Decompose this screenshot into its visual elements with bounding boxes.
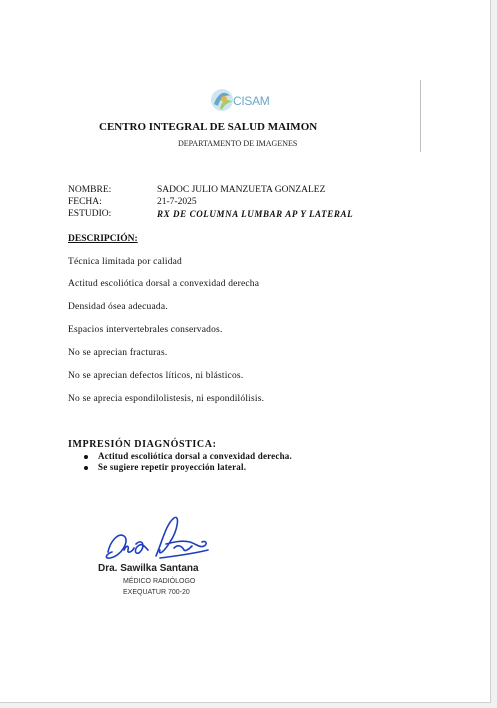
bullet-icon [84, 455, 88, 459]
date-label: FECHA: [68, 197, 102, 207]
signature-name: Dra. Sawilka Santana [98, 563, 199, 574]
impression-item-text: Se sugiere repetir proyección lateral. [98, 462, 247, 472]
bullet-icon [84, 466, 88, 470]
description-line: Densidad ósea adecuada. [68, 302, 168, 312]
description-line: Actitud escoliótica dorsal a convexidad derecha [68, 279, 260, 289]
impression-item-text: Actitud escoliótica dorsal a convexidad derecha. [98, 451, 292, 461]
description-line: No se aprecian defectos líticos, ni blásticos. [68, 371, 244, 381]
description-title: DESCRIPCIÓN: [68, 234, 138, 244]
signature-exequatur: EXEQUATUR 700-20 [123, 589, 190, 596]
signature-role: MÉDICO RADIÓLOGO [123, 578, 196, 585]
impression-title: IMPRESIÓN DIAGNÓSTICA: [68, 439, 217, 450]
description-line: No se aprecia espondilolistesis, ni espondilólisis. [68, 394, 265, 404]
center-name: CENTRO INTEGRAL DE SALUD MAIMON [99, 121, 318, 133]
date-value: 21-7-2025 [157, 197, 197, 207]
description-line: No se aprecian fracturas. [68, 348, 168, 358]
name-label: NOMBRE: [68, 185, 112, 195]
margin-rule [420, 80, 421, 152]
logo-text: CISAM [233, 94, 270, 108]
study-value: RX DE COLUMNA LUMBAR AP Y LATERAL [157, 209, 354, 219]
handwritten-signature [100, 512, 215, 570]
impression-item [84, 451, 292, 461]
impression-item [84, 462, 246, 472]
study-label: ESTUDIO: [68, 209, 112, 219]
name-value: SADOC JULIO MANZUETA GONZALEZ [157, 185, 326, 195]
description-line: Espacios intervertebrales conservados. [68, 325, 223, 335]
department-name: DEPARTAMENTO DE IMAGENES [178, 139, 298, 148]
description-line: Técnica limitada por calidad [68, 257, 183, 267]
